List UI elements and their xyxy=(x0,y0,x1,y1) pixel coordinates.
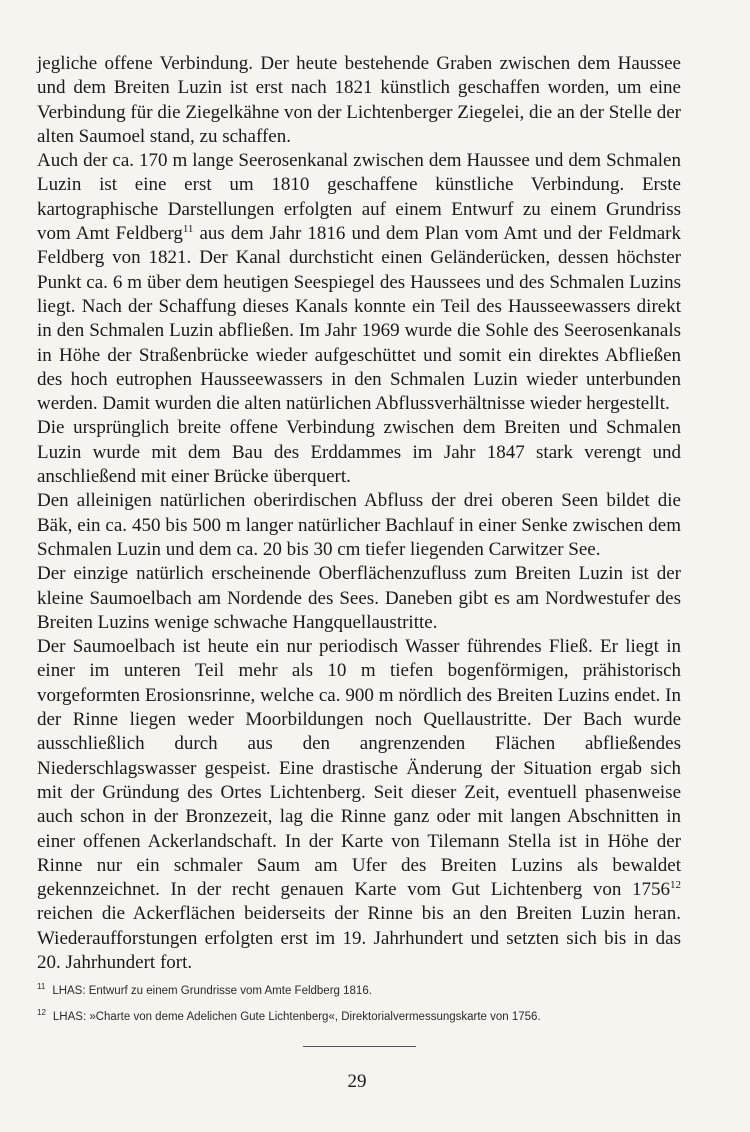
paragraph xyxy=(37,635,681,975)
paragraph-text: jegliche offene Verbindung. Der heute bestehende Graben zwischen dem Haussee und dem Breiten Luzin ist erst nach 1821 künstlich geschaffen worden, um eine Verbindung für die Ziegelkähne von der Lichtenberger Ziegelei, die an der Stelle der alten Saumoel stand, zu schaffen. xyxy=(37,53,681,147)
page-number: 29 xyxy=(347,1071,367,1092)
footnote-number: 11 xyxy=(37,982,46,991)
paragraph-text: Der Saumoelbach ist heute ein nur periodisch Wasser führendes Fließ. Er liegt in einer im unteren Teil mehr als 10 m tiefen bogenförmigen, prähistorisch vorgeformten Erosionsrinne, welche ca. 900 m nördlich des Breiten Luzins endet. In der Rinne liegen weder Moorbildungen noch Quellaustritte. Der Bach wurde ausschließlich durch aus den angrenzenden Flächen abfließendes Niederschlagswasser gespeist. Eine drastische Änderung der Situation ergab sich mit der Gründung des Ortes Lichtenberg. Seit dieser Zeit, eventuell phasenweise auch schon in der Bronzezeit, lag die Rinne ganz oder mit langen Abschnitten in einer offenen Ackerlandschaft. In der Karte von Tilemann Stella ist in Höhe der Rinne nur ein schmaler Saum am Ufer des Breiten Luzins als bewaldet gekennzeichnet. In der recht genauen Karte vom Gut Lichtenberg von 1756 xyxy=(37,636,681,901)
paragraph-text: Auch der ca. 170 m lange Seerosenkanal zwischen dem Haussee und dem Schmalen Luzin ist eine erst um 1810 geschaffene künstliche Verbindung. Erste kartographische Darstellungen erfolgten auf einem Entwurf zu einem Grundriss vom Amt Feldberg xyxy=(37,150,681,245)
paragraph xyxy=(37,52,681,149)
footnote-12 xyxy=(37,1004,687,1030)
paragraph xyxy=(37,562,681,635)
paragraph-text: Der einzige natürlich erscheinende Oberflächenzufluss zum Breiten Luzin ist der kleine Saumoelbach am Nordende des Sees. Daneben gibt es am Nordwestufer des Breiten Luzins wenige schwache Hangquellaustritte. xyxy=(37,563,681,633)
paragraph-text: reichen die Ackerflächen beiderseits der Rinne bis an den Breiten Luzin heran. Wiederaufforstungen erfolgten erst im 19. Jahrhundert und setzten sich bis in das 20. Jahrhundert fort. xyxy=(37,903,681,973)
footnote-11 xyxy=(37,978,687,1004)
separator-rule xyxy=(303,1046,416,1047)
footnote-ref: 12 xyxy=(670,879,681,892)
paragraph xyxy=(37,416,681,489)
footnote-text: LHAS: »Charte von deme Adelichen Gute Lichtenberg«, Direktorialvermessungskarte von 1756. xyxy=(52,1011,541,1023)
paragraph xyxy=(37,489,681,562)
paragraph-text: aus dem Jahr 1816 und dem Plan vom Amt und der Feldmark Feldberg von 1821. Der Kanal durchsticht einen Geländerücken, dessen höchster Punkt ca. 6 m über dem heutigen Seespiegel des Haussees und des Schmalen Luzins liegt. Nach der Schaffung dieses Kanals konnte ein Teil des Hausseewassers direkt in den Schmalen Luzin abfließen. Im Jahr 1969 wurde die Sohle des Seerosenkanals in Höhe der Straßenbrücke wieder aufgeschüttet und somit ein direktes Abfließen des hoch eutrophen Hausseewassers in den Schmalen Luzin wieder unterbunden werden. Damit wurden die alten natürlichen Abflussverhältnisse wieder hergestellt. xyxy=(37,223,681,415)
footnote-text: LHAS: Entwurf zu einem Grundrisse vom Amte Feldberg 1816. xyxy=(52,985,372,997)
paragraph xyxy=(37,149,681,416)
paragraph-text: Die ursprünglich breite offene Verbindung zwischen dem Breiten und Schmalen Luzin wurde mit dem Bau des Erddammes im Jahr 1847 stark verengt und anschließend mit einer Brücke überquert. xyxy=(37,417,681,488)
footnote-number: 12 xyxy=(37,1008,46,1017)
footnote-ref: 11 xyxy=(182,223,194,236)
paragraph-text: Den alleinigen natürlichen oberirdischen Abfluss der drei oberen Seen bildet die Bäk, ein ca. 450 bis 500 m langer natürlicher Bachlauf in einer Senke zwischen dem Schmalen Luzin und dem ca. 20 bis 30 cm tiefer liegenden Carwitzer See. xyxy=(37,490,681,560)
body-text xyxy=(37,52,681,975)
footnotes xyxy=(37,978,687,1030)
